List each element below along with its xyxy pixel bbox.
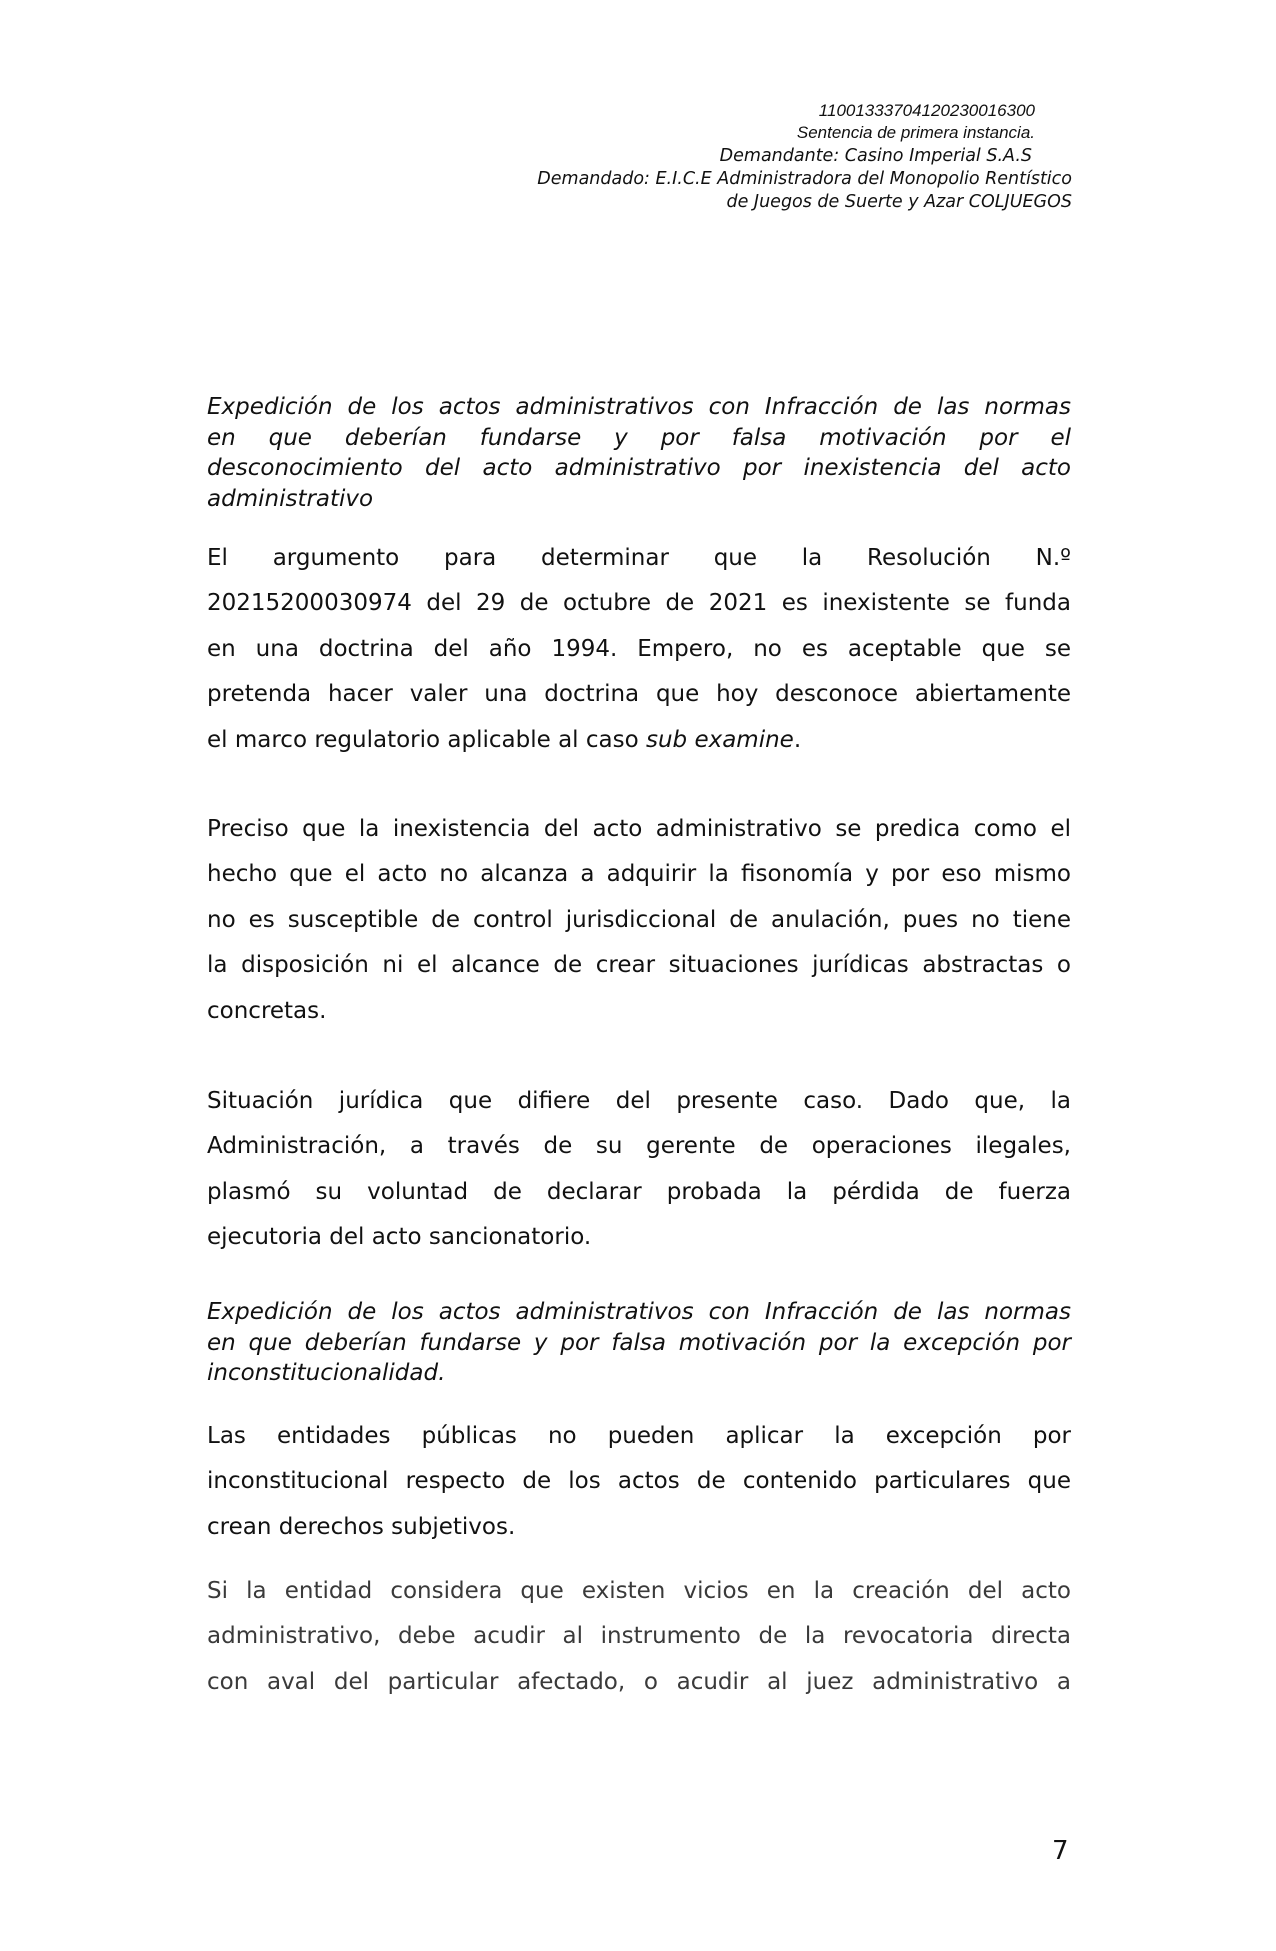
paragraph-text: el marco regulatorio aplicable al caso — [207, 726, 646, 753]
paragraph-line: Las entidades públicas no pueden aplicar la excepción por — [207, 1423, 1071, 1449]
italic-latin-phrase: sub examine — [645, 726, 794, 753]
paragraph-revocatoria — [207, 1569, 1071, 1705]
heading-line: en que deberían fundarse y por falsa motivación por el — [207, 424, 1071, 451]
paragraph-line: crean derechos subjetivos. — [207, 1513, 516, 1540]
paragraph-line: El argumento para determinar que la Resolución N.º — [207, 545, 1071, 571]
paragraph-line: administrativo, debe acudir al instrumento de la revocatoria directa — [207, 1623, 1071, 1650]
case-number: 11001333704120230016300 — [818, 101, 1035, 120]
page-number: 7 — [1052, 1836, 1069, 1866]
defendant-line-1: Demandado: E.I.C.E Administradora del Monopolio Rentístico — [537, 169, 1072, 189]
paragraph-line: la disposición ni el alcance de crear situaciones jurídicas abstractas o — [207, 952, 1071, 979]
defendant-line-2: de Juegos de Suerte y Azar COLJUEGOS — [726, 192, 1072, 212]
paragraph-line: concretas. — [207, 997, 327, 1024]
paragraph-line: pretenda hacer valer una doctrina que hoy desconoce abiertamente — [207, 681, 1071, 708]
plaintiff: Demandante: Casino Imperial S.A.S — [719, 146, 1032, 166]
paragraph-line: en una doctrina del año 1994. Empero, no es aceptable que se — [207, 635, 1071, 662]
heading-line: desconocimiento del acto administrativo por inexistencia del acto — [207, 455, 1071, 481]
paragraph-line: 20215200030974 del 29 de octubre de 2021 es inexistente se funda — [207, 590, 1071, 617]
paragraph-line: no es susceptible de control jurisdiccional de anulación, pues no tiene — [207, 906, 1071, 933]
paragraph-line: Preciso que la inexistencia del acto administrativo se predica como el — [207, 816, 1071, 842]
heading-line: inconstitucionalidad. — [207, 1360, 446, 1386]
paragraph-line — [207, 718, 1071, 763]
paragraph-line: hecho que el acto no alcanza a adquirir la fisonomía y por eso mismo — [207, 861, 1071, 888]
section-heading-inexistencia — [207, 392, 1071, 514]
paragraph-line: Si la entidad considera que existen vicios en la creación del acto — [207, 1578, 1071, 1604]
heading-line: en que deberían fundarse y por falsa motivación por la excepción por — [207, 1329, 1071, 1356]
paragraph-line: Situación jurídica que difiere del presente caso. Dado que, la — [207, 1088, 1071, 1114]
paragraph-situacion — [207, 1079, 1071, 1261]
heading-line: Expedición de los actos administrativos con Infracción de las normas — [207, 1299, 1071, 1325]
paragraph-argumento — [207, 536, 1071, 763]
paragraph-line: Administración, a través de su gerente de operaciones ilegales, — [207, 1133, 1071, 1160]
punctuation: . — [793, 726, 802, 753]
document-type: Sentencia de primera instancia. — [796, 123, 1035, 142]
paragraph-entidades — [207, 1414, 1071, 1550]
section-heading-excepcion — [207, 1297, 1071, 1389]
heading-line: Expedición de los actos administrativos con Infracción de las normas — [207, 394, 1071, 420]
paragraph-line: plasmó su voluntad de declarar probada la pérdida de fuerza — [207, 1178, 1071, 1205]
paragraph-line: ejecutoria del acto sancionatorio. — [207, 1224, 592, 1251]
paragraph-line: inconstitucional respecto de los actos de contenido particulares que — [207, 1468, 1071, 1495]
paragraph-preciso — [207, 807, 1071, 1034]
paragraph-line: con aval del particular afectado, o acudir al juez administrativo a — [207, 1668, 1071, 1695]
heading-line: administrativo — [207, 485, 374, 512]
